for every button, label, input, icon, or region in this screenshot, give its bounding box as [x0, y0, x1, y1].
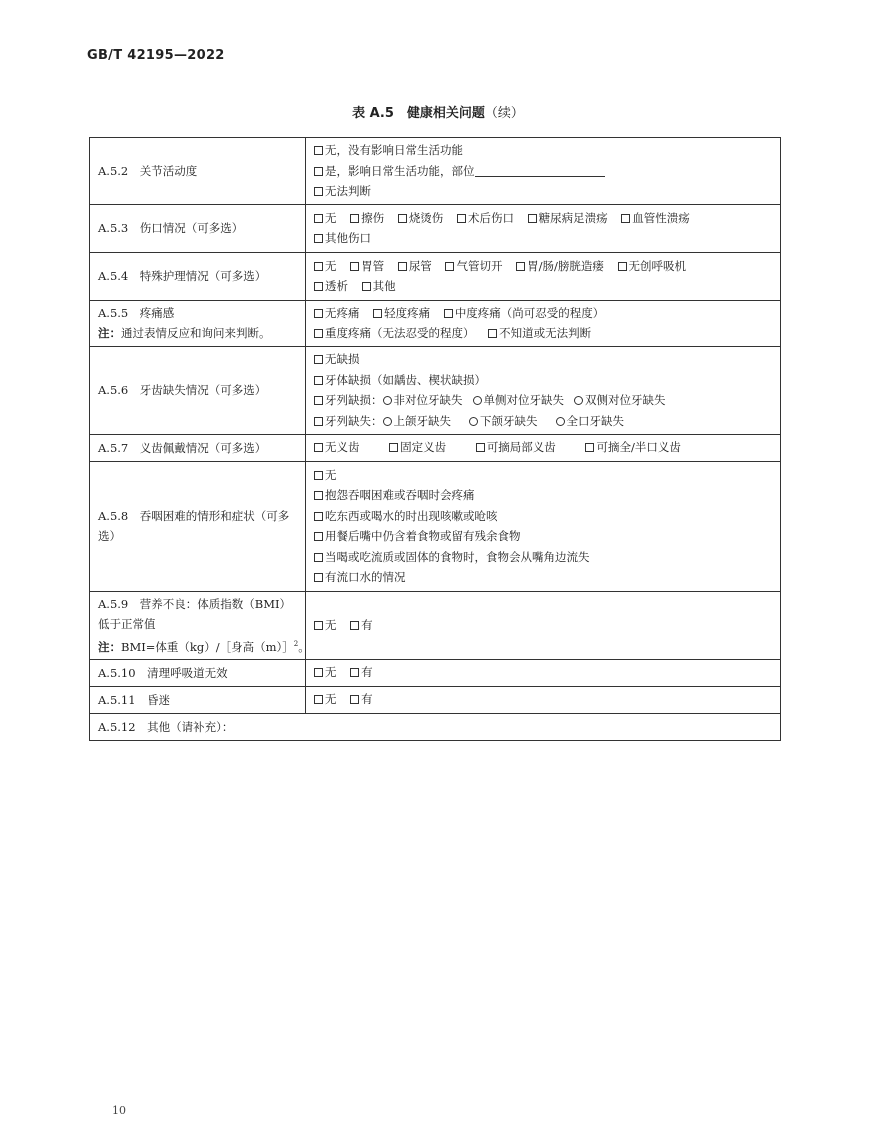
checkbox[interactable]	[389, 443, 398, 452]
row-a55	[90, 300, 781, 346]
checkbox[interactable]	[314, 329, 323, 338]
checkbox[interactable]	[398, 262, 407, 271]
option-label: 吃东西或喝水的时出现咳嗽或呛咳	[325, 508, 498, 523]
options-a56	[306, 346, 781, 434]
checkbox[interactable]	[314, 532, 323, 541]
option-label: 上颌牙缺失	[393, 413, 451, 428]
checkbox[interactable]	[314, 355, 323, 364]
options-a58	[306, 461, 781, 591]
option-label: 下颌牙缺失	[480, 413, 538, 428]
option-label: 无	[325, 692, 337, 707]
option-label: 单侧对位牙缺失	[483, 393, 564, 407]
checkbox[interactable]	[314, 282, 323, 291]
option-label: 尿管	[408, 258, 432, 273]
checkbox[interactable]	[350, 695, 359, 704]
checkbox[interactable]	[314, 376, 323, 385]
option-label: 胃/肠/膀胱造瘘	[527, 258, 604, 273]
table-title-main: 表 A.5 健康相关问题	[352, 106, 485, 121]
option-label: 有流口水的情况	[325, 570, 406, 584]
option-label: 气管切开	[456, 258, 503, 273]
option-label: 术后伤口	[467, 210, 514, 225]
option-label: 无	[325, 617, 337, 632]
checkbox[interactable]	[314, 573, 323, 582]
checkbox[interactable]	[314, 621, 323, 630]
other-supplement-field[interactable]: A.5.12 其他（请补充）：	[90, 713, 781, 740]
label-a511: A.5.11 昏迷	[90, 686, 306, 713]
label-a57: A.5.7 义齿佩戴情况（可多选）	[90, 434, 306, 461]
option-label: 无	[325, 467, 337, 482]
label-a56: A.5.6 牙齿缺失情况（可多选）	[90, 346, 306, 434]
option-label: 无，没有影响日常生活功能	[325, 143, 463, 157]
option-label: 是，影响日常生活功能，部位	[325, 163, 475, 178]
options-a510	[306, 659, 781, 686]
options-a57	[306, 434, 781, 461]
checkbox[interactable]	[314, 167, 323, 176]
label-a55	[90, 300, 306, 346]
option-label: 无	[325, 210, 337, 225]
checkbox[interactable]	[528, 214, 537, 223]
checkbox[interactable]	[445, 262, 454, 271]
option-label: 非对位牙缺失	[393, 393, 463, 407]
option-label: 血管性溃疡	[632, 210, 690, 225]
option-label: 其他伤口	[325, 231, 371, 245]
option-label: 无法判断	[325, 184, 371, 198]
option-label: 无义齿	[325, 440, 360, 455]
checkbox[interactable]	[476, 443, 485, 452]
radio[interactable]	[574, 396, 583, 405]
pain-note: 注：通过表情反应和询问来判断。	[98, 326, 271, 340]
checkbox[interactable]	[516, 262, 525, 271]
radio[interactable]	[556, 417, 565, 426]
checkbox[interactable]	[457, 214, 466, 223]
page-number: 10	[112, 1104, 126, 1117]
option-label: 不知道或无法判断	[499, 326, 592, 340]
options-a59	[306, 591, 781, 659]
checkbox[interactable]	[314, 309, 323, 318]
row-a52	[90, 138, 781, 205]
option-label: 无创呼吸机	[628, 258, 687, 273]
option-label: 用餐后嘴中仍含着食物或留有残余食物	[325, 529, 521, 543]
option-label: 烧烫伤	[408, 210, 444, 225]
option-label: 有	[361, 692, 373, 707]
options-a511	[306, 686, 781, 713]
checkbox[interactable]	[314, 417, 323, 426]
checkbox[interactable]	[362, 282, 371, 291]
checkbox[interactable]	[314, 443, 323, 452]
options-a54	[306, 252, 781, 300]
checkbox[interactable]	[314, 491, 323, 500]
checkbox[interactable]	[444, 309, 453, 318]
row-a53	[90, 204, 781, 252]
label-a58: A.5.8 吞咽困难的情形和症状（可多选）	[90, 461, 306, 591]
checkbox[interactable]	[621, 214, 630, 223]
option-label: 其他	[372, 279, 396, 293]
bmi-label-line1: A.5.9 营养不良：体质指数（BMI）	[98, 596, 292, 611]
option-label: 抱怨吞咽困难或吞咽时会疼痛	[325, 488, 475, 502]
row-a511	[90, 686, 781, 713]
option-label: 轻度疼痛	[384, 305, 431, 320]
option-label: 中度疼痛（尚可忍受的程度）	[454, 305, 605, 320]
option-label: 固定义齿	[400, 440, 447, 455]
checkbox[interactable]	[314, 146, 323, 155]
option-label: 无缺损	[325, 352, 360, 366]
option-label: 有	[361, 665, 373, 680]
option-label: 全口牙缺失	[566, 413, 624, 428]
option-label: 双侧对位牙缺失	[585, 393, 666, 407]
option-label: 牙列缺损：	[325, 393, 383, 407]
checkbox[interactable]	[314, 234, 323, 243]
radio[interactable]	[383, 417, 392, 426]
checkbox[interactable]	[314, 553, 323, 562]
option-label: 可摘全/半口义齿	[596, 440, 681, 455]
radio[interactable]	[383, 396, 392, 405]
checkbox[interactable]	[314, 396, 323, 405]
option-label: 可摘局部义齿	[486, 440, 556, 455]
label-a53: A.5.3 伤口情况（可多选）	[90, 204, 306, 252]
label-a52: A.5.2 关节活动度	[90, 138, 306, 205]
checkbox[interactable]	[314, 695, 323, 704]
option-label: 擦伤	[361, 210, 385, 225]
row-a512	[90, 713, 781, 740]
row-a57	[90, 434, 781, 461]
checkbox[interactable]	[314, 262, 323, 271]
row-a56	[90, 346, 781, 434]
option-label: 无	[325, 665, 337, 680]
standard-number: GB/T 42195—2022	[87, 48, 225, 63]
checkbox[interactable]	[350, 214, 359, 223]
checkbox[interactable]	[618, 262, 627, 271]
table-title	[0, 102, 876, 121]
checkbox[interactable]	[314, 187, 323, 196]
radio[interactable]	[469, 417, 478, 426]
checkbox[interactable]	[314, 214, 323, 223]
row-a510	[90, 659, 781, 686]
option-label: 无	[325, 258, 337, 273]
checkbox[interactable]	[398, 214, 407, 223]
row-a54	[90, 252, 781, 300]
checkbox[interactable]	[314, 471, 323, 480]
option-label: 牙体缺损（如龋齿、楔状缺损）	[325, 372, 486, 387]
options-a52	[306, 138, 781, 205]
checkbox[interactable]	[314, 512, 323, 521]
checkbox[interactable]	[350, 668, 359, 677]
row-a58	[90, 461, 781, 591]
checkbox[interactable]	[585, 443, 594, 452]
label-a510: A.5.10 清理呼吸道无效	[90, 659, 306, 686]
option-label: 有	[361, 617, 373, 632]
option-label: 重度疼痛（无法忍受的程度）	[325, 326, 475, 340]
bmi-note: 注：BMI=体重（kg）/［身高（m）］$^2$。	[98, 639, 310, 654]
checkbox[interactable]	[350, 262, 359, 271]
option-label: 当喝或吃流质或固体的食物时，食物会从嘴角边流失	[325, 549, 590, 564]
checkbox[interactable]	[314, 668, 323, 677]
health-questions-table	[89, 137, 781, 741]
location-input-line[interactable]	[475, 164, 605, 177]
row-a59	[90, 591, 781, 659]
checkbox[interactable]	[488, 329, 497, 338]
table-title-continued: （续）	[484, 106, 524, 121]
bmi-label-line2: 低于正常值	[98, 616, 156, 631]
option-label: 胃管	[361, 258, 385, 273]
options-a55	[306, 300, 781, 346]
checkbox[interactable]	[350, 621, 359, 630]
option-label: 牙列缺失：	[325, 413, 383, 428]
option-label: 透析	[325, 279, 348, 293]
option-label: 糖尿病足溃疡	[538, 210, 608, 225]
label-a54: A.5.4 特殊护理情况（可多选）	[90, 252, 306, 300]
radio[interactable]	[473, 396, 482, 405]
checkbox[interactable]	[373, 309, 382, 318]
options-a53	[306, 204, 781, 252]
label-a59	[90, 591, 310, 659]
option-label: 无疼痛	[325, 305, 360, 320]
pain-label: A.5.5 疼痛感	[98, 306, 175, 320]
